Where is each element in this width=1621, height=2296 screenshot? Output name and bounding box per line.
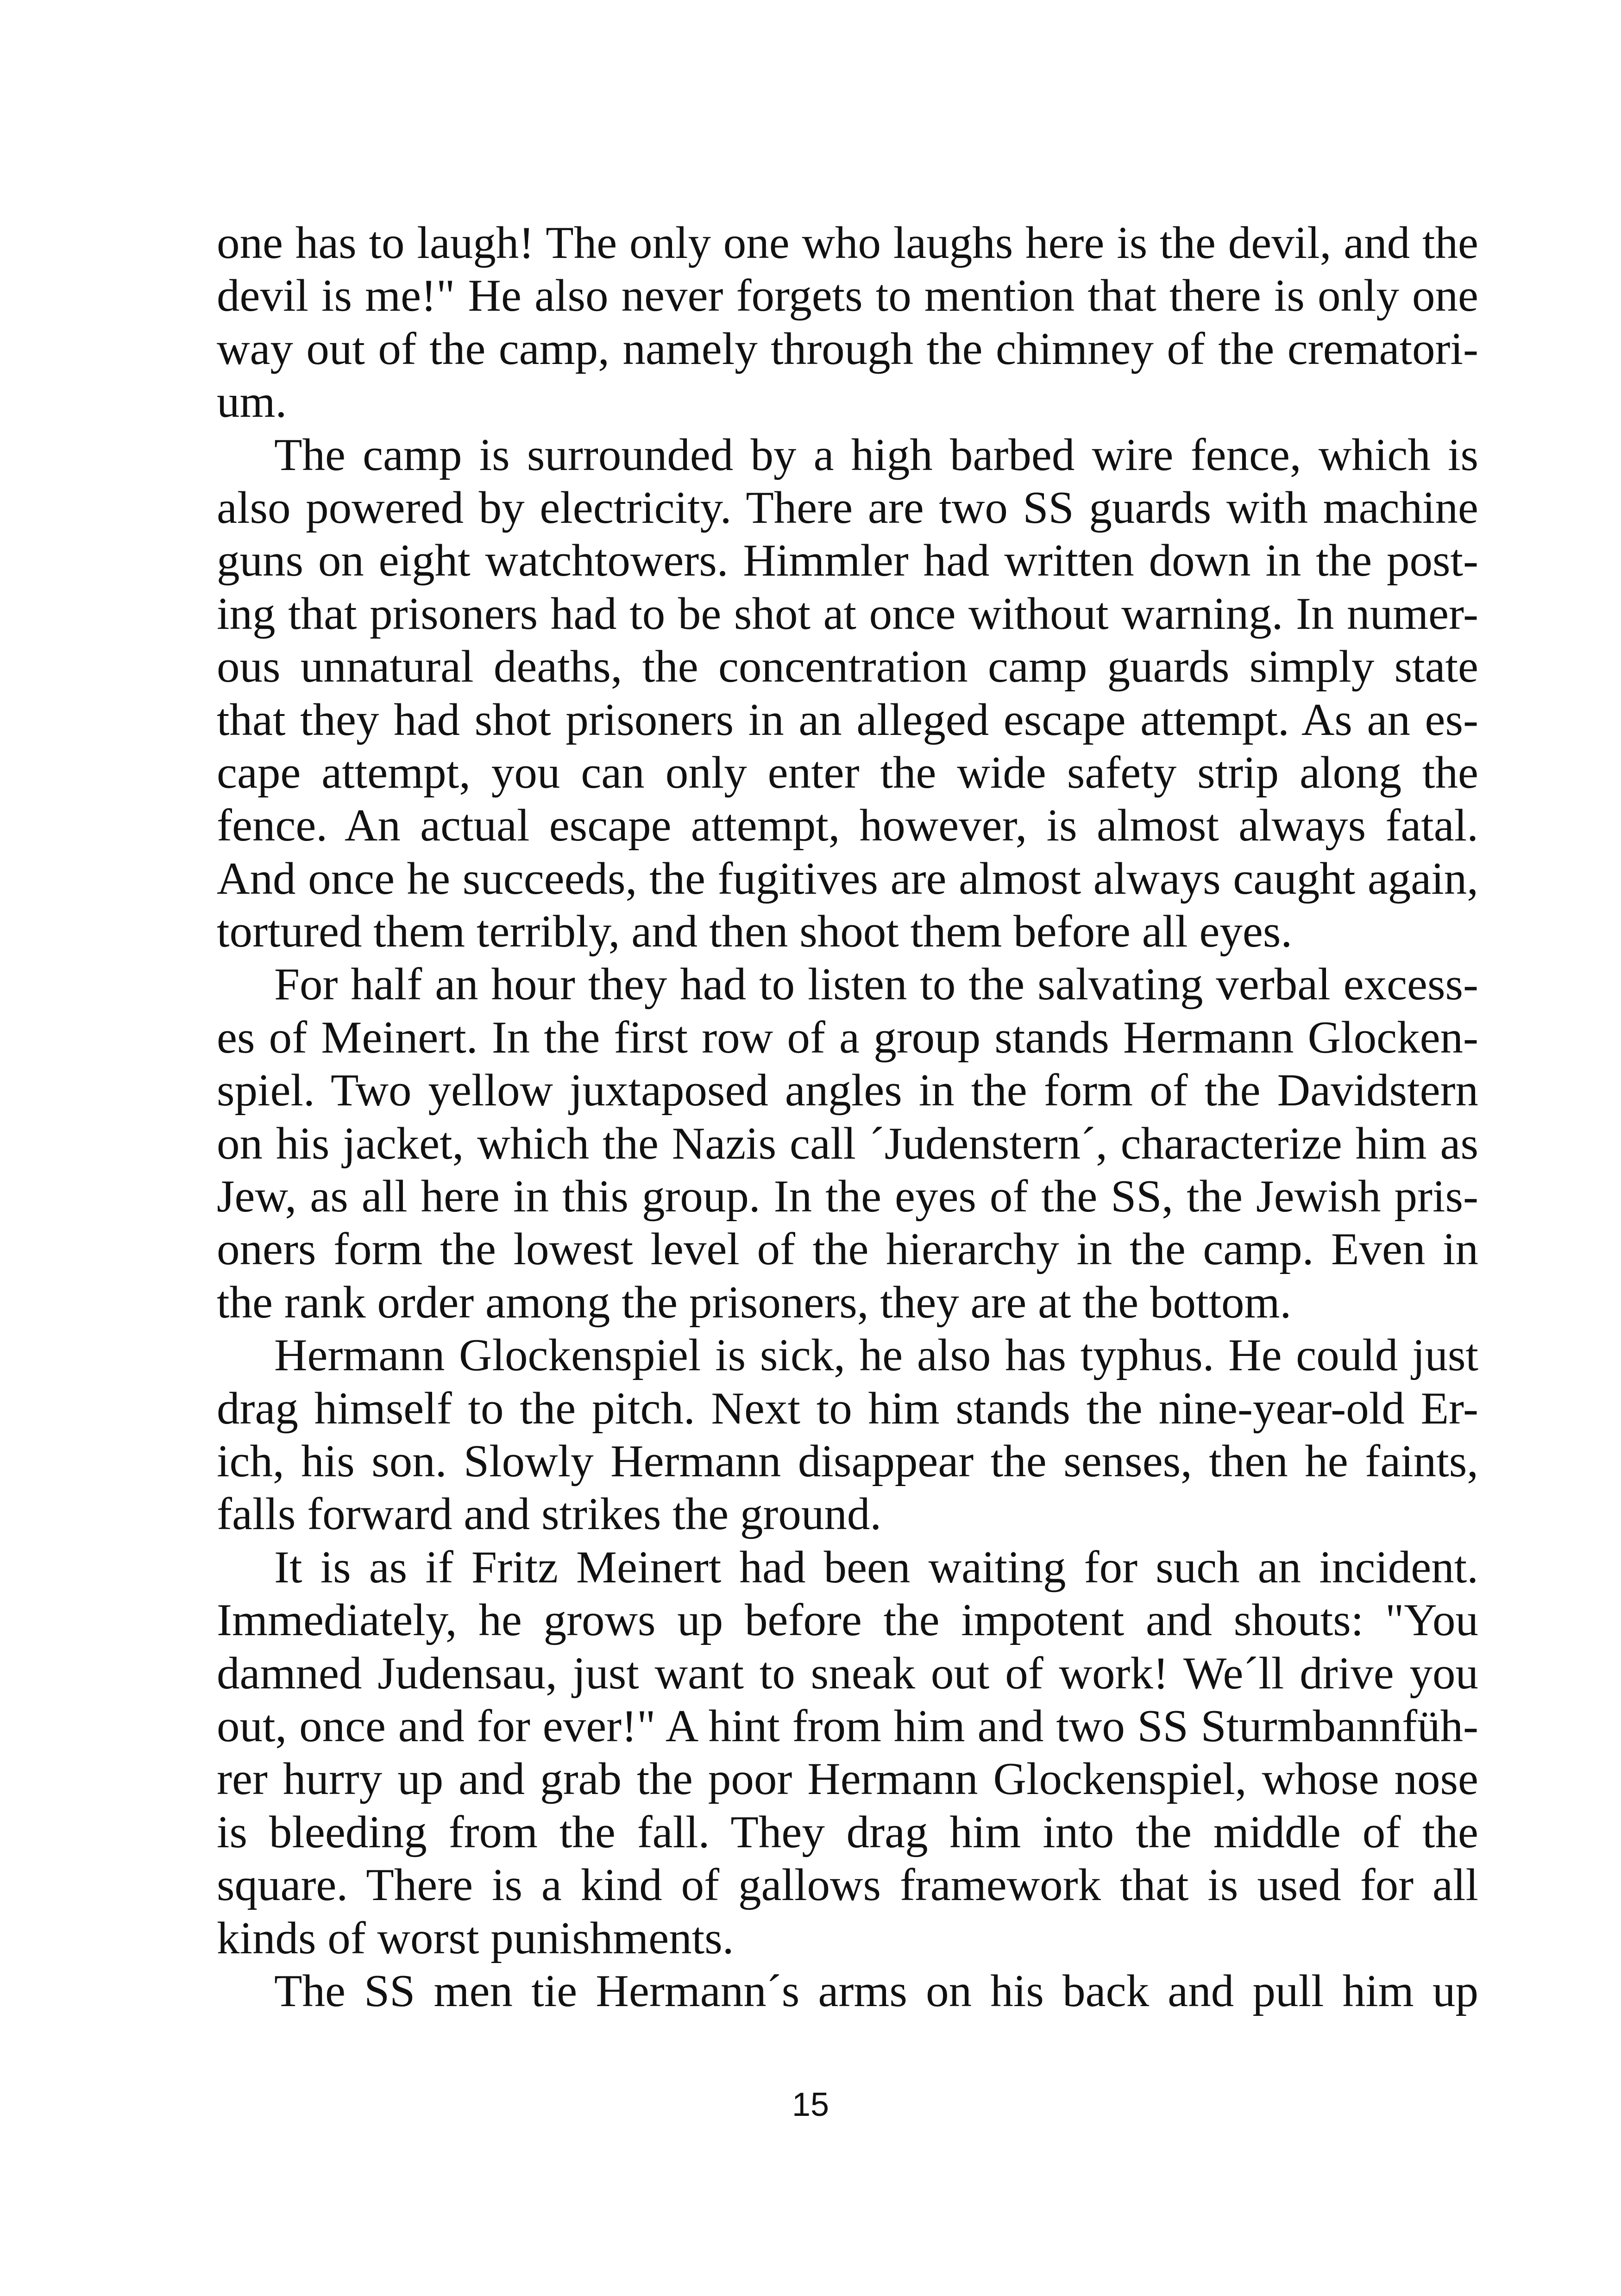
text-line: Jew, as all here in this group. In the eyes of the SS, the Jewish pris- (217, 1171, 1478, 1222)
text-line: the rank order among the prisoners, they are at the bottom. (217, 1277, 1292, 1328)
text-line: guns on eight watchtowers. Himmler had written down in the post- (217, 535, 1478, 586)
text-line: on his jacket, which the Nazis call ´Judenstern´, characterize him as (217, 1118, 1478, 1169)
text-line: oners form the lowest level of the hierarchy in the camp. Even in (217, 1224, 1478, 1275)
text-line: tortured them terribly, and then shoot them before all eyes. (217, 906, 1293, 957)
text-line: ich, his son. Slowly Hermann disappear the senses, then he faints, (217, 1436, 1478, 1487)
text-line: ing that prisoners had to be shot at once without warning. In numer- (217, 588, 1478, 639)
text-line: fence. An actual escape attempt, however, is almost always fatal. (217, 800, 1478, 851)
text-line: The SS men tie Hermann´s arms on his back and pull him up (274, 1965, 1478, 2016)
text-line: is bleeding from the fall. They drag him into the middle of the (217, 1807, 1478, 1857)
paragraph (217, 1965, 1478, 2018)
text-line: um. (217, 376, 287, 427)
text-line: rer hurry up and grab the poor Hermann Glockenspiel, whose nose (217, 1754, 1478, 1805)
text-line: damned Judensau, just want to sneak out of work! We´ll drive you (217, 1648, 1478, 1699)
text-line: kinds of worst punishments. (217, 1913, 734, 1964)
text-line: one has to laugh! The only one who laughs here is the devil, and the (217, 218, 1478, 268)
paragraph (217, 958, 1478, 1329)
text-line: ous unnatural deaths, the concentration camp guards simply state (217, 641, 1478, 692)
text-line: way out of the camp, namely through the chimney of the crematori- (217, 323, 1478, 374)
text-line: drag himself to the pitch. Next to him stands the nine-year-old Er- (217, 1383, 1478, 1434)
paragraph (217, 217, 1478, 429)
paragraph (217, 1541, 1478, 1965)
body-text (217, 217, 1478, 2018)
text-line: out, once and for ever!" A hint from him and two SS Sturmbannfüh- (217, 1700, 1478, 1751)
text-line: that they had shot prisoners in an alleged escape attempt. As an es- (217, 694, 1478, 745)
paragraph (217, 429, 1478, 959)
text-line: devil is me!" He also never forgets to mention that there is only one (217, 270, 1478, 321)
text-line: es of Meinert. In the first row of a group stands Hermann Glocken- (217, 1012, 1478, 1063)
text-line: spiel. Two yellow juxtaposed angles in the form of the Davidstern (217, 1065, 1478, 1116)
text-line: square. There is a kind of gallows framework that is used for all (217, 1860, 1478, 1911)
paragraph (217, 1329, 1478, 1541)
text-line: cape attempt, you can only enter the wide safety strip along the (217, 747, 1478, 798)
text-line: Hermann Glockenspiel is sick, he also has typhus. He could just (274, 1330, 1478, 1381)
text-line: It is as if Fritz Meinert had been waiting for such an incident. (274, 1542, 1478, 1593)
text-line: For half an hour they had to listen to the salvating verbal excess- (274, 959, 1478, 1010)
page-number: 15 (792, 2086, 829, 2123)
text-line: The camp is surrounded by a high barbed wire fence, which is (274, 429, 1478, 480)
text-line: also powered by electricity. There are two SS guards with machine (217, 482, 1478, 533)
text-line: falls forward and strikes the ground. (217, 1489, 882, 1540)
text-line: Immediately, he grows up before the impotent and shouts: "You (217, 1595, 1478, 1646)
text-line: And once he succeeds, the fugitives are almost always caught again, (217, 853, 1478, 904)
